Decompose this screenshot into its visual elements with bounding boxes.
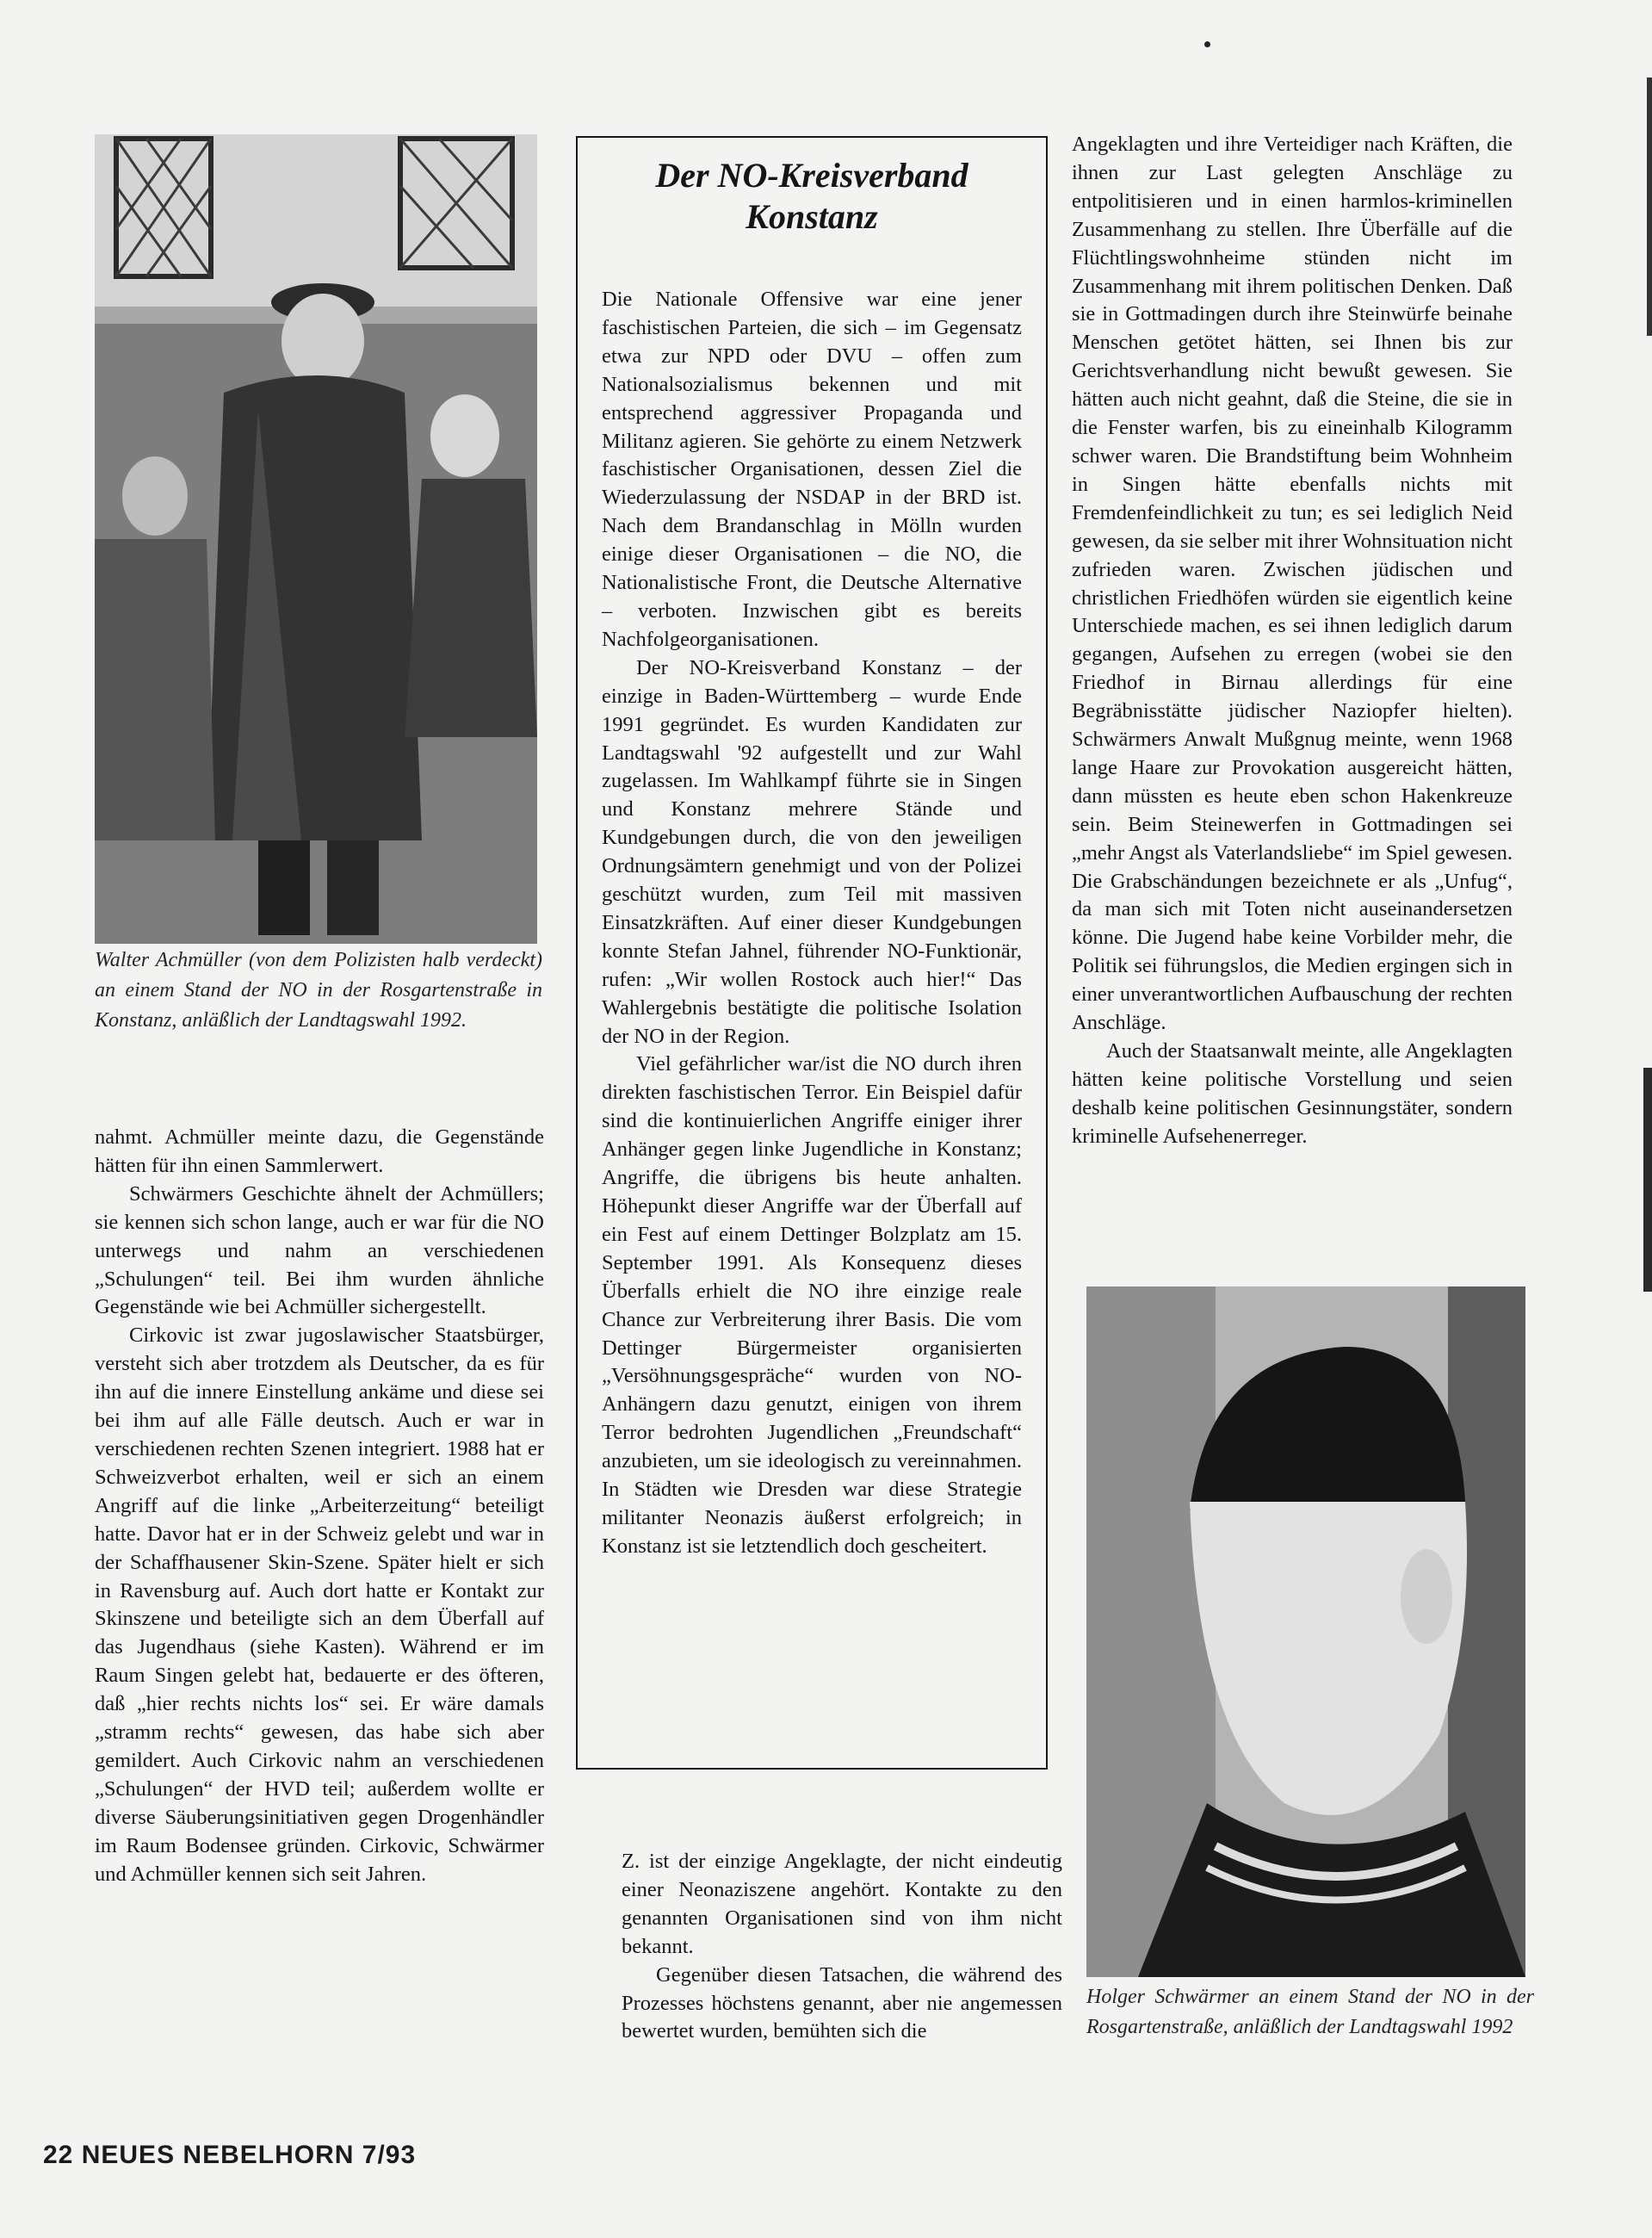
- page-edge-shadow: [1647, 77, 1652, 336]
- article-column-3: [1072, 131, 1513, 1151]
- photo-holger-schwaermer: [1086, 1286, 1525, 1977]
- paragraph: Z. ist der einzige Angeklagte, der nicht eindeutig einer Neonaziszene angehört. Kontakte zu den genannten Organisationen sind von ihm nicht bekannt.: [622, 1850, 1062, 1958]
- article-column-2: [622, 1848, 1062, 2046]
- speck-dot: [1204, 41, 1210, 47]
- paragraph: nahmt. Achmüller meinte dazu, die Gegenstände hätten für ihn einen Sammlerwert.: [95, 1125, 544, 1177]
- paragraph: Die Nationale Offensive war eine jener faschistischen Parteien, die sich – im Gegensatz etwa zur NPD oder DVU – offen zum Nationalsozialismus bekennen und mit entsprechend aggressiver Propaganda und Militanz agieren. Sie gehörte zu einem Netzwerk faschistischer Organisationen, dessen Ziel die Wiederzulassung der NSDAP in der BRD ist. Nach dem Brandanschlag in Mölln wurden einige dieser Organisationen – die NO, die Nationalistische Front, die Deutsche Alternative – verboten. Inzwischen gibt es bereits Nachfolgeorganisationen.: [602, 288, 1022, 651]
- paragraph: Auch der Staatsanwalt meinte, alle Angeklagten hätten keine politische Vorstellung und seien deshalb keine politischen Gesinnungstäter, sondern kriminelle Aufsehenerreger.: [1072, 1039, 1513, 1148]
- paragraph: Schwärmers Geschichte ähnelt der Achmüllers; sie kennen sich schon lange, auch er war für die NO unterwegs und nahm an verschiedenen „Schulungen“ teil. Bei ihm wurden ähnliche Gegenstände wie bei Achmüller sichergestellt.: [95, 1181, 544, 1319]
- page-footer: [43, 2141, 416, 2170]
- publication-name: NEUES NEBELHORN 7/93: [81, 2141, 417, 2169]
- article-column-1: [95, 1124, 544, 1888]
- page-number: 22: [43, 2141, 74, 2169]
- box-title-line: Der NO-Kreisverband: [655, 156, 968, 195]
- box-body: [602, 286, 1022, 1561]
- photo-caption-right: Holger Schwärmer an einem Stand der NO in der Rosgartenstraße, anläßlich der Landtagswahl 1992: [1086, 1986, 1534, 2038]
- page-edge-shadow: [1643, 1068, 1652, 1292]
- paragraph: Der NO-Kreisverband Konstanz – der einzige in Baden-Württemberg – wurde Ende 1991 gegründet. Es wurden Kandidaten zur Landtagswahl '92 aufgestellt und zur Wahl zugelassen. Im Wahlkampf führte sie in Singen und Konstanz mehrere Stände und Kundgebungen durch, die von den jeweiligen Ordnungsämtern genehmigt und von der Polizei geschützt wurden, zum Teil mit massiven Einsatzkräften. Auf einer dieser Kundgebungen konnte Stefan Jahnel, führender NO-Funktionär, rufen: „Wir wollen Rostock auch hier!“ Das Wahlergebnis bestätigte die politische Isolation der NO in der Region.: [602, 655, 1022, 1048]
- paragraph: Viel gefährlicher war/ist die NO durch ihren direkten faschistischen Terror. Ein Beispiel dafür sind die kontinuierlichen Angriffe einiger ihrer Anhänger gegen linke Jugendliche in Konstanz; Angriffe, die übrigens bis heute anhalten. Höhepunkt dieser Angriffe war der Überfall auf ein Fest auf einem Dettinger Bolzplatz am 15. September 1991. Als Konsequenz dieses Überfalls erhielt die NO ihre einzige reale Chance zur Verbreiterung ihrer Basis. Die vom Dettinger Bürgermeister organisierten „Versöhnungsgespräche“ wurden von NO-Anhängern dazu genutzt, einigen von ihrem Terror bedrohten Jugendlichen „Freundschaft“ anzubieten, um sie ideologisch zu vereinnahmen. In Städten wie Dresden war diese Strategie militanter Neonazis äußerst erfolgreich; in Konstanz ist sie letztendlich doch gescheitert.: [602, 1052, 1022, 1558]
- paragraph: Angeklagten und ihre Verteidiger nach Kräften, die ihnen zur Last gelegten Anschläge zu entpolitisieren und in einen harmlos-kriminellen Zusammenhang zu stellen. Ihre Überfälle auf die Flüchtlingswohnheime stünden nicht im Zusammenhang mit ihrem politischen Denken. Daß sie in Gottmadingen durch ihre Steinwürfe beinahe Menschen getötet hätten, sei Ihnen bis zur Gerichtsverhandlung nicht bewußt gewesen. Sie hätten auch nicht geahnt, daß die Steine, die sie in die Fenster warfen, bis zu eineinhalb Kilogramm schwer waren. Die Brandstiftung beim Wohnheim in Singen hätte ebenfalls nichts mit Fremdenfeindlichkeit zu tun; es sei lediglich Neid gewesen, da sie selber mit ihrer Wohnsituation nicht zufrieden waren. Zwischen jüdischen und christlichen Friedhöfen würden sie eigentlich keine Unterschiede machen, es sei ihnen lediglich darum gegangen, Aufsehen zu erregen (wobei sie den Friedhof in Birnau allerdings für eine Begräbnisstätte jüdischer Naziopfer hielten). Schwärmers Anwalt Mußgnug meinte, wenn 1968 lange Haare zur Provokation ausgereicht hätten, dann müssten es heute eben schon Hakenkreuze sein. Beim Steinewerfen in Gottmadingen sei „mehr Angst als Vaterlandsliebe“ im Spiel gewesen. Die Grabschändungen bezeichnete er als „Unfug“, da man sich mit Toten nicht auseinandersetzen könne. Die Jugend habe keine Vorbilder mehr, die Politik sei führungslos, die Medien ergingen sich in einer unverantwortlichen Aufbauschung der rechten Anschläge.: [1072, 133, 1513, 1035]
- photo-illustration: [95, 134, 537, 944]
- sidebar-box-no-kreisverband: [576, 136, 1048, 1770]
- box-title-line: Konstanz: [746, 197, 878, 236]
- photo-illustration: [1086, 1286, 1525, 1977]
- box-title: [602, 155, 1022, 238]
- photo-caption-left: Walter Achmüller (von dem Polizisten halb verdeckt) an einem Stand der NO in der Rosgartenstraße in Konstanz, anläßlich der Landtagswahl 1992.: [95, 949, 542, 1032]
- paragraph: Cirkovic ist zwar jugoslawischer Staatsbürger, versteht sich aber trotzdem als Deutscher, da es für ihn auf die innere Einstellung ankäme und diese sei bei ihm auf alle Fälle deutsch. Auch er war in verschiedenen rechten Szenen integriert. 1988 hat er Schweizverbot erhalten, weil er sich an einem Angriff auf die linke „Arbeiterzeitung“ beteiligt hatte. Davor hat er in der Schweiz gelebt und war in der Schaffhausener Skin-Szene. Später hielt er sich in Ravensburg auf. Auch dort hatte er Kontakt zur Skinszene und beteiligte sich an dem Überfall auf das Jugendhaus (siehe Kasten). Während er im Raum Singen gelebt hat, bedauerte er des öfteren, daß „hier rechts nichts los“ sei. Er wäre damals „stramm rechts“ gewesen, das habe sich aber gemildert. Auch Cirkovic nahm an verschiedenen „Schulungen“ der HVD teil; außerdem wollte er diverse Säuberungsinitiativen gegen Drogenhändler im Raum Bodensee gründen. Cirkovic, Schwärmer und Achmüller kennen sich seit Jahren.: [95, 1324, 544, 1886]
- paragraph: Gegenüber diesen Tatsachen, die während des Prozesses höchstens genannt, aber nie angemessen bewertet wurden, bemühten sich die: [622, 1962, 1062, 2043]
- photo-walter-achmueller: [95, 134, 537, 944]
